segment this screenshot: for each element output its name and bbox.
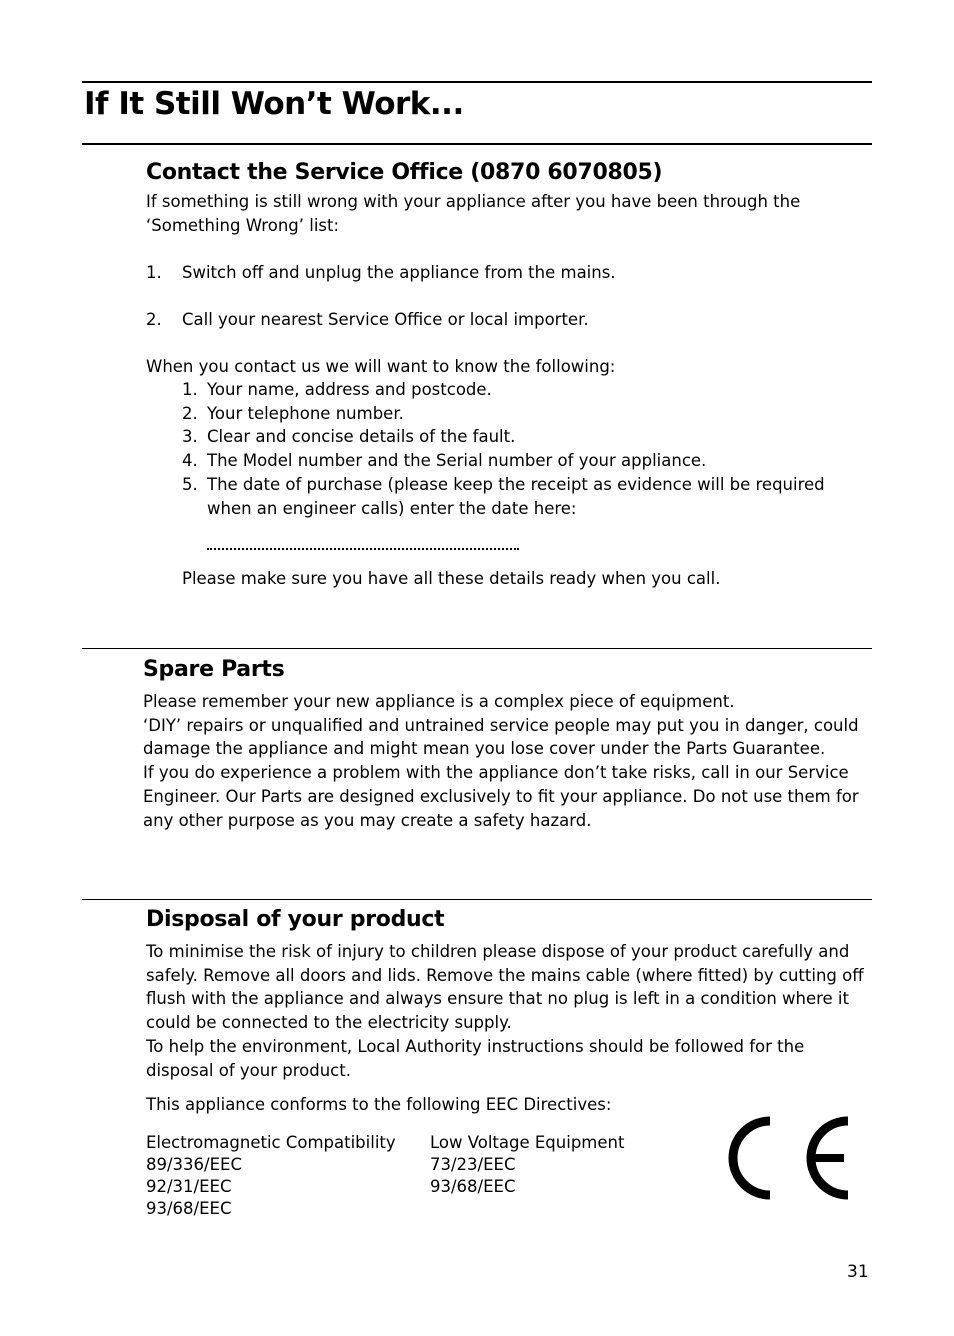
list-number: 3. — [182, 427, 198, 447]
directive-code: 93/68/EEC — [430, 1177, 516, 1196]
directive-heading: Electromagnetic Compatibility — [146, 1133, 396, 1152]
spare-parts-body — [143, 690, 859, 832]
list-item — [182, 425, 866, 449]
spare-parts-line: ‘DIY’ repairs or unqualified and untrained service people may put you in danger, could — [143, 715, 859, 735]
directive-code: 89/336/EEC — [146, 1155, 242, 1174]
date-entry-line — [207, 548, 519, 550]
list-text: Clear and concise details of the fault. — [207, 427, 516, 447]
directive-lve — [430, 1132, 624, 1198]
contact-intro-line: ‘Something Wrong’ list: — [146, 215, 340, 235]
disposal-line: safely. Remove all doors and lids. Remove the mains cable (where fitted) by cutting off — [146, 965, 864, 985]
directive-heading: Low Voltage Equipment — [430, 1133, 625, 1152]
spare-parts-line: damage the appliance and might mean you lose cover under the Parts Guarantee. — [143, 739, 826, 759]
list-text: Your name, address and postcode. — [207, 380, 492, 399]
disposal-line: To help the environment, Local Authority instructions should be followed for the — [146, 1036, 805, 1056]
disposal-heading: Disposal of your product — [146, 907, 445, 932]
contact-closing: Please make sure you have all these details ready when you call. — [182, 569, 721, 588]
directive-code: 93/68/EEC — [146, 1199, 232, 1218]
contact-section — [146, 160, 866, 185]
disposal-body — [146, 940, 864, 1082]
list-number: 2. — [182, 403, 198, 423]
step-item — [146, 308, 589, 332]
list-text: The date of purchase (please keep the receipt as evidence will be required when an engineer calls) enter the date here: — [207, 474, 825, 518]
contact-intro-line: If something is still wrong with your appliance after you have been through the — [146, 192, 801, 211]
directive-code: 73/23/EEC — [430, 1155, 516, 1174]
list-item — [182, 473, 866, 520]
contact-intro — [146, 190, 800, 237]
disposal-line: flush with the appliance and always ensure that no plug is left in a condition where it — [146, 989, 849, 1009]
spare-parts-rule — [82, 648, 872, 649]
list-text: The Model number and the Serial number of your appliance. — [207, 451, 707, 471]
disposal-rule — [82, 899, 872, 900]
step-number: 1. — [146, 263, 162, 282]
spare-parts-line: If you do experience a problem with the appliance don’t take risks, call in our Service — [143, 763, 849, 783]
list-number: 5. — [182, 474, 198, 494]
list-item — [182, 449, 866, 473]
list-item — [182, 378, 866, 402]
list-text: Your telephone number. — [207, 403, 404, 423]
details-list — [182, 378, 866, 520]
list-number: 1. — [182, 380, 198, 399]
step-text: Call your nearest Service Office or local importer. — [182, 310, 589, 329]
title-bottom-rule — [82, 143, 872, 145]
page-number: 31 — [847, 1262, 869, 1282]
directive-emc — [146, 1132, 396, 1220]
disposal-line: could be connected to the electricity supply. — [146, 1013, 512, 1033]
list-number: 4. — [182, 451, 198, 471]
know-intro: When you contact us we will want to know the following: — [146, 357, 616, 376]
spare-parts-line: Engineer. Our Parts are designed exclusively to fit your appliance. Do not use them for — [143, 786, 859, 806]
spare-parts-line: Please remember your new appliance is a complex piece of equipment. — [143, 692, 735, 711]
step-text: Switch off and unplug the appliance from the mains. — [182, 263, 616, 282]
step-item — [146, 261, 616, 285]
ce-mark-icon — [722, 1113, 852, 1203]
list-item — [182, 402, 866, 426]
step-number: 2. — [146, 310, 162, 329]
spare-parts-heading: Spare Parts — [143, 657, 285, 682]
spare-parts-line: any other purpose as you may create a safety hazard. — [143, 810, 592, 830]
eec-intro: This appliance conforms to the following EEC Directives: — [146, 1095, 612, 1114]
top-rule — [82, 81, 872, 83]
contact-heading: Contact the Service Office (0870 6070805) — [146, 160, 663, 185]
directive-code: 92/31/EEC — [146, 1177, 232, 1196]
disposal-line: disposal of your product. — [146, 1060, 351, 1080]
disposal-line: To minimise the risk of injury to children please dispose of your product carefully and — [146, 942, 850, 961]
page-title: If It Still Won’t Work... — [84, 86, 464, 122]
